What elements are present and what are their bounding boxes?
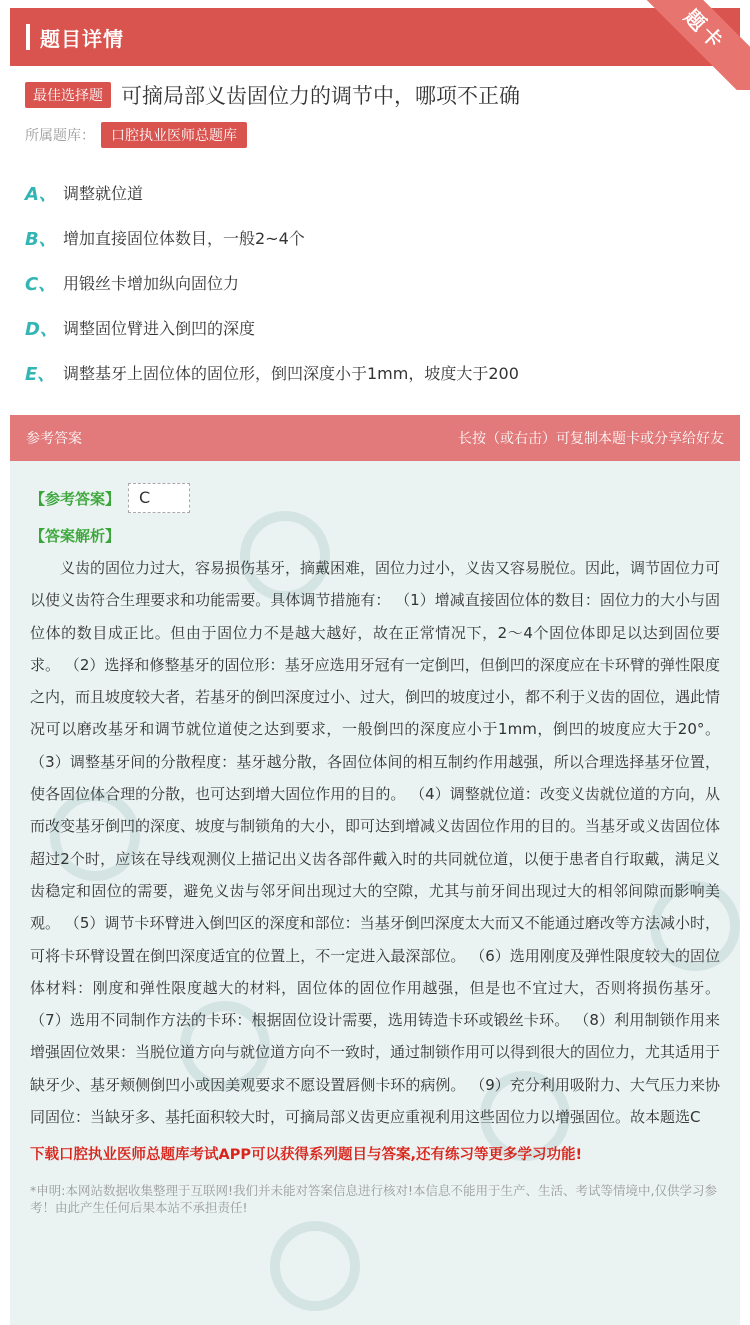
bank-link[interactable]: 口腔执业医师总题库 (101, 122, 247, 148)
corner-ribbon: 题卡 (638, 0, 750, 90)
bank-label: 所属题库： (25, 128, 95, 144)
answer-panel (10, 461, 740, 1325)
answer-header (10, 415, 740, 461)
download-promo-link[interactable]: 下载口腔执业医师总题库考试APP可以获得系列题目与答案,还有练习等更多学习功能! (30, 1147, 583, 1164)
disclaimer-text: *申明:本网站数据收集整理于互联网!我们并未能对答案信息进行核对!本信息不能用于生产、生活、考试等情境中,仅供学习参考！由此产生任何后果本站不承担责任! (30, 1183, 717, 1216)
option-letter: A、 (25, 183, 57, 205)
question-type-badge: 最佳选择题 (25, 82, 111, 108)
option-letter: E、 (25, 363, 56, 385)
question-row (25, 80, 520, 110)
option-letter: C、 (25, 273, 57, 295)
option-c[interactable] (25, 260, 725, 305)
option-letter: D、 (25, 318, 58, 340)
header-accent-bar (26, 24, 30, 50)
option-text: 调整固位臂进入倒凹的深度 (63, 319, 256, 338)
page-title: 题目详情 (40, 26, 124, 51)
reference-answer-image: C (128, 483, 190, 513)
reference-answer-row (30, 483, 720, 513)
option-b[interactable] (25, 215, 725, 260)
answer-content (30, 483, 720, 1216)
option-letter: B、 (25, 228, 57, 250)
options-list (25, 170, 725, 395)
watermark-circle (270, 1221, 360, 1311)
option-a[interactable] (25, 170, 725, 215)
option-d[interactable] (25, 305, 725, 350)
analysis-text: 义齿的固位力过大，容易损伤基牙，摘戴困难，固位力过小，义齿又容易脱位。因此，调节固位力可以使义齿符合生理要求和功能需要。具体调节措施有： （1）增减直接固位体的数目：固位力的大小与固位体的数目成正比。但由于固位力不是越大越好，故在正常情况下，2～4个固位体即足以达到固位要求。 （2）选择和修整基牙的固位形：基牙应选用牙冠有一定倒凹，但倒凹的深度应在卡环臂的弹性限度之内，而且坡度较大者，若基牙的倒凹深度过小、过大，倒凹的坡度过小，都不利于义齿的固位，遇此情况可以磨改基牙和调节就位道使之达到要求，一般倒凹的深度应小于1mm，倒凹的坡度应大于20°。 （3）调整基牙间的分散程度：基牙越分散，各固位体间的相互制约作用越强，所以合理选择基牙位置，使各固位体合理的分散，也可达到增大固位作用的目的。 （4）调整就位道：改变义齿就位道的方向，从而改变基牙倒凹的深度、坡度与制锁角的大小，即可达到增减义齿固位作用的目的。当基牙或义齿固位体超过2个时，应该在导线观测仪上描记出义齿各部件戴入时的共同就位道，以便于患者自行取戴，满足义齿稳定和固位的需要，避免义齿与邻牙间出现过大的空隙，尤其与前牙间出现过大的相邻间隙而影响美观。 （5）调节卡环臂进入倒凹区的深度和部位：当基牙倒凹深度太大而又不能通过磨改等方法减小时，可将卡环臂设置在倒凹深度适宜的位置上，不一定进入最深部位。 （6）选用刚度及弹性限度较大的固位体材料：刚度和弹性限度越大的材料，固位体的固位作用越强，但是也不宜过大，否则将损伤基牙。 （7）选用不同制作方法的卡环：根据固位设计需要，选用铸造卡环或锻丝卡环。 （8）利用制锁作用来增强固位效果：当脱位道方向与就位道方向不一致时，通过制锁作用可以得到很大的固位力，尤其适用于缺牙少、基牙颊侧倒凹小或因美观要求不愿设置唇侧卡环的病例。 （9）充分利用吸附力、大气压力来协同固位：当缺牙多、基托面积较大时，可摘局部义齿更应重视利用这些固位力以增强固位。故本题选C (30, 559, 721, 1127)
question-text: 可摘局部义齿固位力的调节中，哪项不正确 (121, 84, 520, 108)
option-text: 调整基牙上固位体的固位形，倒凹深度小于1mm，坡度大于200 (63, 364, 519, 383)
question-bank-row (25, 122, 247, 148)
reference-answer-label: 【参考答案】 (30, 489, 121, 508)
corner-ribbon-wrap (630, 0, 750, 90)
option-text: 用锻丝卡增加纵向固位力 (63, 274, 240, 293)
option-e[interactable] (25, 350, 725, 395)
option-text: 调整就位道 (63, 184, 144, 203)
answer-header-title: 参考答案 (26, 431, 82, 447)
share-hint: 长按（或右击）可复制本题卡或分享给好友 (458, 431, 724, 447)
analysis-label: 【答案解析】 (30, 527, 121, 545)
option-text: 增加直接固位体数目，一般2~4个 (63, 229, 305, 248)
